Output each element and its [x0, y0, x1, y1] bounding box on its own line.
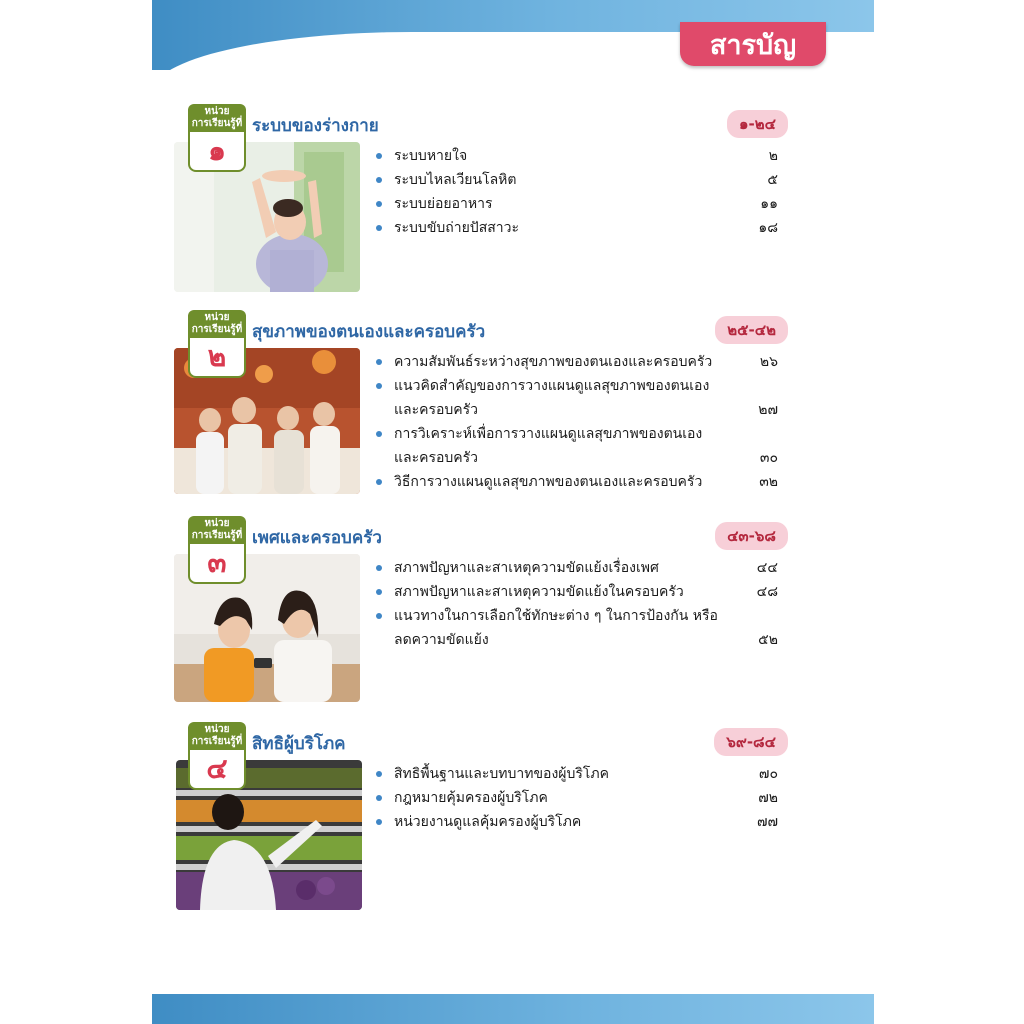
topic-text: ระบบไหลเวียนโลหิต: [394, 172, 517, 188]
topic-text: ความสัมพันธ์ระหว่างสุขภาพของตนเองและครอบครัว: [394, 354, 713, 370]
unit-badge-label: [188, 104, 246, 132]
list-item[interactable]: [370, 216, 780, 240]
page-range-badge: ๒๕-๔๒: [715, 316, 788, 344]
topic-text: แนวทางในการเลือกใช้ทักษะต่าง ๆ ในการป้องกัน หรือลดความขัดแย้ง: [394, 608, 718, 648]
list-item[interactable]: [370, 786, 780, 810]
list-item[interactable]: [370, 810, 780, 834]
topic-text: ระบบย่อยอาหาร: [394, 196, 493, 212]
list-item[interactable]: [370, 374, 780, 422]
list-item[interactable]: [370, 350, 780, 374]
unit-title[interactable]: สุขภาพของตนเองและครอบครัว: [252, 322, 486, 342]
page-number: ๗๐: [758, 766, 778, 782]
badge-label-line2: การเรียนรู้ที่: [191, 118, 243, 129]
page-number: ๒๗: [758, 402, 778, 418]
badge-label-line1: หน่วย: [204, 518, 230, 529]
unit-badge-label: [188, 516, 246, 544]
badge-label-line2: การเรียนรู้ที่: [191, 530, 243, 541]
list-item[interactable]: [370, 580, 780, 604]
topic-list: [370, 762, 780, 834]
unit-1: [174, 104, 794, 296]
page-number: ๒๖: [759, 354, 778, 370]
topic-text: แนวคิดสำคัญของการวางแผนดูแลสุขภาพของตนเอง และครอบครัว: [394, 378, 710, 418]
topic-text: สภาพปัญหาและสาเหตุความขัดแย้งในครอบครัว: [394, 584, 684, 600]
topic-text: สิทธิพื้นฐานและบทบาทของผู้บริโภค: [394, 766, 610, 782]
page-number: ๗๒: [758, 790, 778, 806]
list-item[interactable]: [370, 422, 780, 470]
unit-title[interactable]: เพศและครอบครัว: [252, 528, 382, 548]
page-title: สารบัญ: [680, 22, 826, 66]
topic-text: หน่วยงานดูแลคุ้มครองผู้บริโภค: [394, 814, 582, 830]
unit-number: ๒: [188, 338, 246, 378]
unit-badge: [188, 104, 246, 176]
unit-number: ๔: [188, 750, 246, 790]
unit-badge: [188, 516, 246, 588]
page-number: ๓๒: [759, 474, 778, 490]
list-item[interactable]: [370, 144, 780, 168]
bottom-blue-band: [152, 994, 874, 1024]
badge-label-line2: การเรียนรู้ที่: [191, 324, 243, 335]
page-number: ๑๑: [760, 196, 778, 212]
list-item[interactable]: [370, 168, 780, 192]
topic-list: [370, 556, 780, 652]
topic-list: [370, 144, 780, 240]
badge-label-line1: หน่วย: [204, 724, 230, 735]
unit-badge-label: [188, 310, 246, 338]
list-item[interactable]: [370, 762, 780, 786]
list-item[interactable]: [370, 556, 780, 580]
unit-4: [174, 722, 794, 916]
badge-label-line1: หน่วย: [204, 106, 230, 117]
topic-list: [370, 350, 780, 494]
unit-2: [174, 310, 794, 500]
list-item[interactable]: [370, 470, 780, 494]
page-number: ๒: [768, 148, 778, 164]
topic-text: ระบบหายใจ: [394, 148, 468, 164]
unit-title[interactable]: ระบบของร่างกาย: [252, 116, 379, 136]
page-number: ๓๐: [759, 450, 778, 466]
page-range-badge: ๔๓-๖๘: [715, 522, 788, 550]
unit-badge: [188, 310, 246, 382]
page-number: ๕: [767, 172, 778, 188]
badge-label-line1: หน่วย: [204, 312, 230, 323]
unit-number: ๑: [188, 132, 246, 172]
badge-label-line2: การเรียนรู้ที่: [191, 736, 243, 747]
topic-text: สภาพปัญหาและสาเหตุความขัดแย้งเรื่องเพศ: [394, 560, 659, 576]
unit-3: [174, 516, 794, 706]
page-range-badge: ๑-๒๔: [727, 110, 788, 138]
page-range-badge: ๖๙-๘๔: [714, 728, 788, 756]
list-item[interactable]: [370, 192, 780, 216]
unit-badge-label: [188, 722, 246, 750]
page-number: ๔๘: [756, 584, 778, 600]
unit-badge: [188, 722, 246, 794]
page-number: ๔๔: [756, 560, 778, 576]
topic-text: การวิเคราะห์เพื่อการวางแผนดูแลสุขภาพของตนเอง และครอบครัว: [394, 426, 703, 466]
topic-text: กฎหมายคุ้มครองผู้บริโภค: [394, 790, 548, 806]
unit-title[interactable]: สิทธิผู้บริโภค: [252, 734, 346, 754]
list-item[interactable]: [370, 604, 780, 652]
page-number: ๕๒: [758, 632, 778, 648]
topic-text: วิธีการวางแผนดูแลสุขภาพของตนเองและครอบครัว: [394, 474, 703, 490]
page-number: ๗๗: [756, 814, 778, 830]
page-number: ๑๘: [758, 220, 778, 236]
topic-text: ระบบขับถ่ายปัสสาวะ: [394, 220, 520, 236]
unit-number: ๓: [188, 544, 246, 584]
